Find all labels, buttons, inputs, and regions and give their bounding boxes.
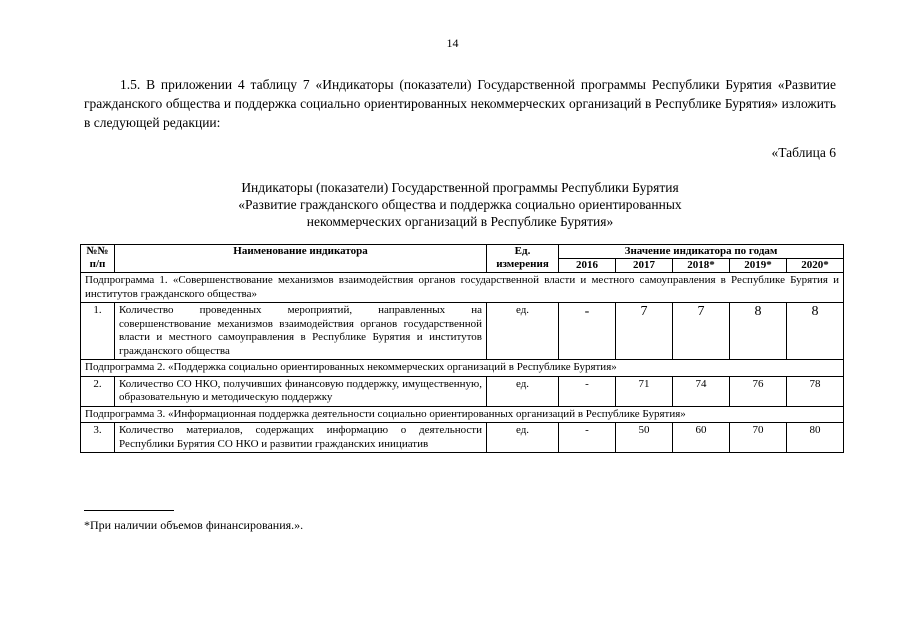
header-name: Наименование индикатора	[115, 245, 487, 273]
intro-paragraph: 1.5. В приложении 4 таблицу 7 «Индикаторы (показатели) Государственной программы Республики Бурятия «Развитие гражданского общества и поддержка социально ориентированных некоммерческих организаций в Республике Бурятия» изложить в следующей редакции:	[84, 77, 836, 130]
subprogram-title: Подпрограмма 3. «Информационная поддержка деятельности социально ориентированных организаций в Республике Бурятия»	[81, 406, 844, 423]
indicator-value: 74	[673, 376, 730, 406]
indicator-value: -	[559, 303, 616, 360]
header-year: 2018*	[673, 259, 730, 273]
indicator-value: 8	[730, 303, 787, 360]
header-year: 2020*	[787, 259, 844, 273]
table-reference: «Таблица 6	[771, 145, 836, 160]
table-title-line: Индикаторы (показатели) Государственной программы Республики Бурятия	[241, 180, 679, 195]
footnote: *При наличии объемов финансирования.».	[84, 518, 304, 532]
table-row	[81, 303, 844, 360]
table-row	[81, 423, 844, 453]
indicators-table	[80, 244, 844, 453]
indicator-value: 80	[787, 423, 844, 453]
indicator-value: 7	[616, 303, 673, 360]
table-title	[130, 179, 790, 230]
indicator-name: Количество материалов, содержащих информацию о деятельности Республики Бурятия СО НКО и развитии гражданских инициатив	[115, 423, 487, 453]
indicator-value: -	[559, 423, 616, 453]
header-year: 2019*	[730, 259, 787, 273]
indicator-value: 70	[730, 423, 787, 453]
indicator-value: -	[559, 376, 616, 406]
header-values-group: Значение индикатора по годам	[559, 245, 844, 259]
subprogram-row	[81, 406, 844, 423]
indicator-unit: ед.	[487, 303, 559, 360]
header-year: 2017	[616, 259, 673, 273]
header-num-bottom: п/п	[89, 258, 106, 270]
subprogram-row	[81, 273, 844, 303]
header-num	[81, 245, 115, 273]
indicator-value: 7	[673, 303, 730, 360]
indicator-unit: ед.	[487, 423, 559, 453]
subprogram-title: Подпрограмма 2. «Поддержка социально ориентированных некоммерческих организаций в Республике Бурятия»	[81, 360, 844, 377]
table-row	[81, 376, 844, 406]
indicator-unit: ед.	[487, 376, 559, 406]
subprogram-row	[81, 360, 844, 377]
indicator-value: 50	[616, 423, 673, 453]
footnote-divider	[84, 510, 174, 511]
indicator-value: 8	[787, 303, 844, 360]
row-number: 3.	[81, 423, 115, 453]
header-unit	[487, 245, 559, 273]
indicator-value: 78	[787, 376, 844, 406]
row-number: 2.	[81, 376, 115, 406]
indicator-value: 76	[730, 376, 787, 406]
header-unit-bottom: измерения	[496, 258, 549, 270]
indicator-value: 71	[616, 376, 673, 406]
header-num-top: №№	[86, 245, 109, 257]
indicator-name: Количество проведенных мероприятий, направленных на совершенствование механизмов взаимодействия органов государственной власти и местного самоуправления в Республике Бурятия и институтов гражданского общества	[115, 303, 487, 360]
page-number: 14	[446, 36, 459, 50]
header-row	[81, 245, 844, 259]
header-year: 2016	[559, 259, 616, 273]
indicator-value: 60	[673, 423, 730, 453]
subprogram-title: Подпрограмма 1. «Совершенствование механизмов взаимодействия органов государственной власти и местного самоуправления в Республике Бурятия и институтов гражданского общества»	[81, 273, 844, 303]
table-title-line: «Развитие гражданского общества и поддержка социально ориентированных	[238, 197, 682, 212]
indicator-name: Количество СО НКО, получивших финансовую поддержку, имущественную, образовательную и методическую поддержку	[115, 376, 487, 406]
row-number: 1.	[81, 303, 115, 360]
header-unit-top: Ед.	[514, 245, 531, 257]
table-title-line: некоммерческих организаций в Республике Бурятия»	[306, 214, 614, 229]
